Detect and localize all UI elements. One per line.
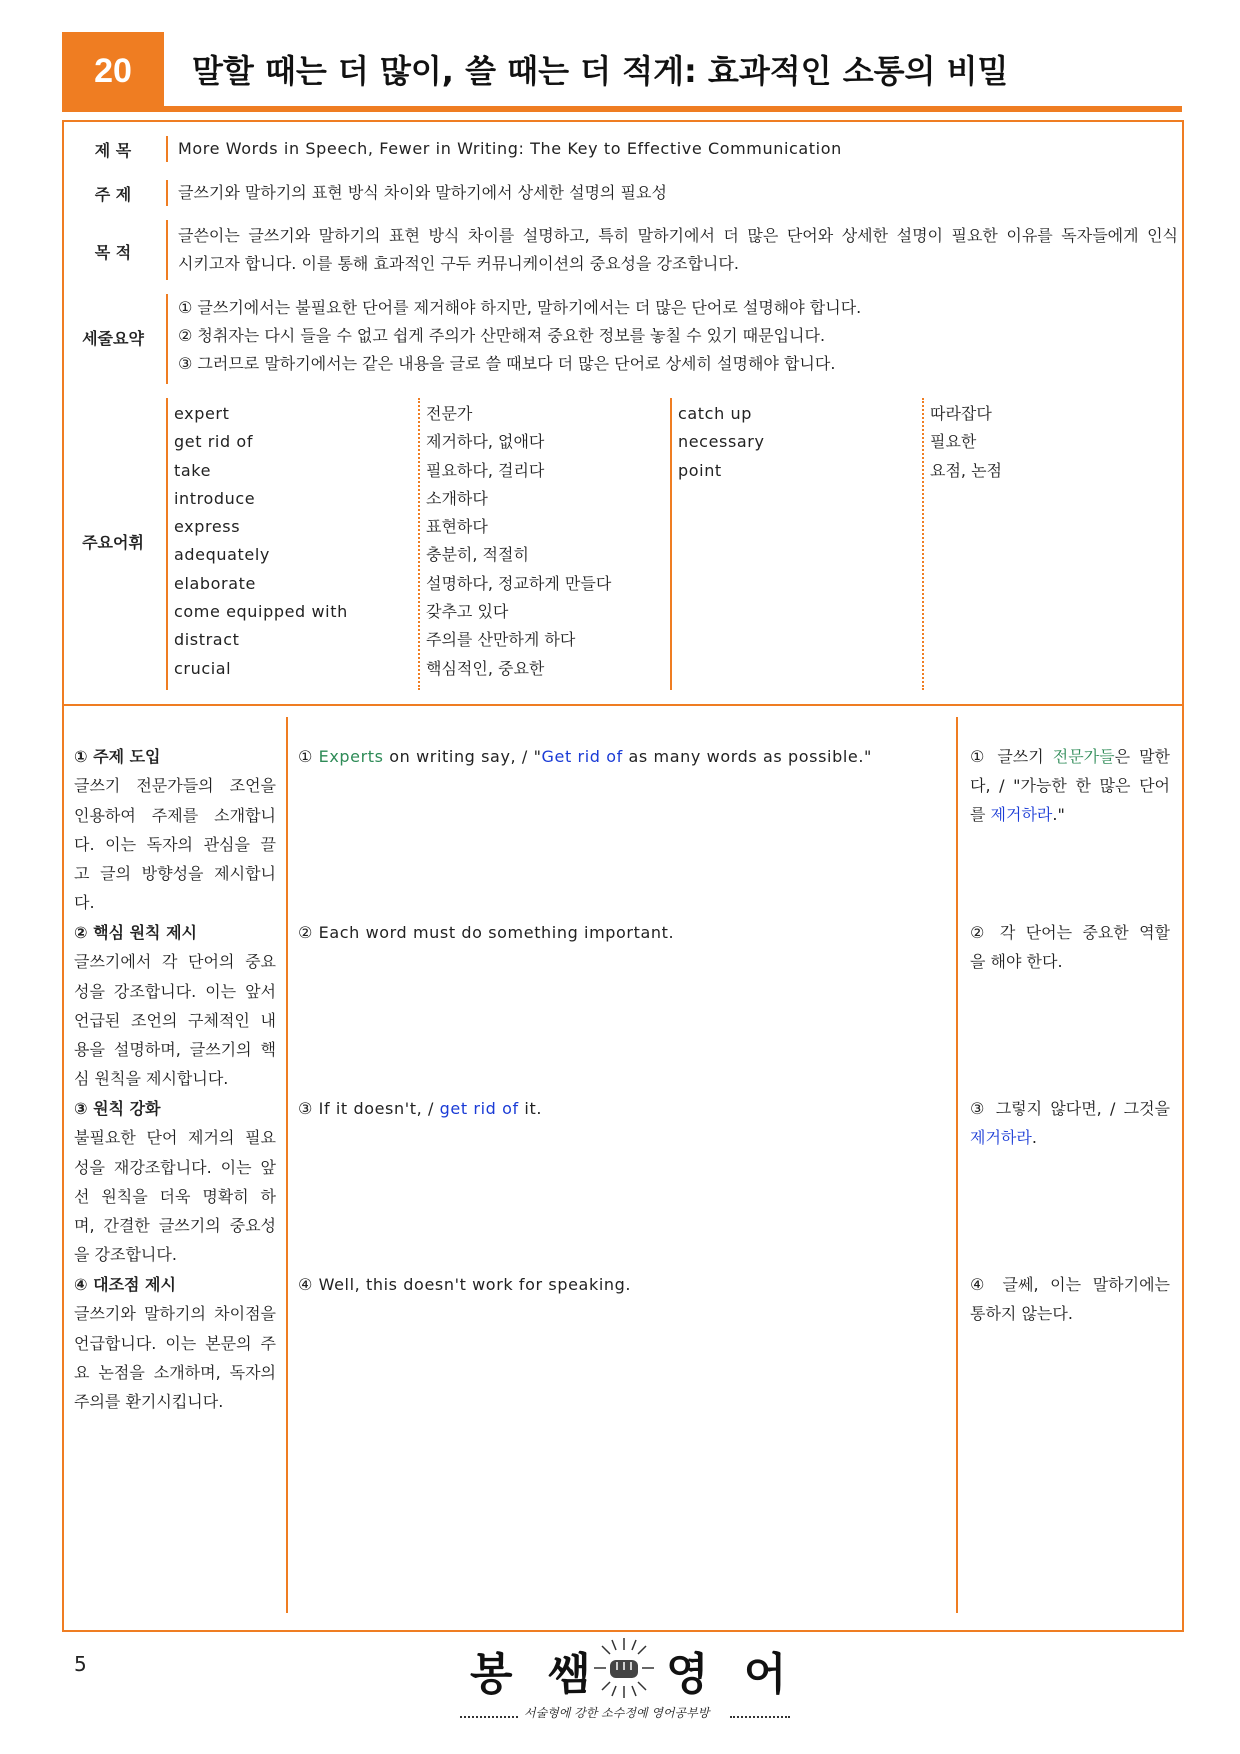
analysis-line: 언급된 조언의 구체적인 내 — [74, 1010, 276, 1030]
vocab-word: come equipped with — [174, 602, 348, 622]
vocab-meaning: 제거하다, 없애다 — [426, 432, 545, 452]
vocab-column-separator — [670, 398, 672, 690]
vocab-label: 주요어휘 — [82, 533, 144, 552]
page-number: 5 — [74, 1652, 87, 1676]
vocab-meaning: 필요한 — [930, 432, 977, 452]
vocab-word: catch up — [678, 404, 752, 423]
keyword-blue: 제거하라 — [970, 1128, 1032, 1147]
korean-translation — [970, 918, 1170, 976]
sentence-text: on writing say, / " — [383, 747, 542, 766]
translation-text: 은 말한 — [1114, 747, 1170, 766]
sentence-analysis-box — [62, 702, 1184, 1632]
vocab-meaning: 요점, 논점 — [930, 460, 1002, 480]
analysis-line: 글쓰기에서 각 단어의 중요 — [74, 952, 276, 972]
label-separator — [166, 294, 168, 384]
column-divider — [286, 717, 288, 1613]
vocab-word: distract — [174, 630, 240, 650]
translation-text: ." — [1052, 805, 1065, 824]
analysis-line: 다. — [74, 893, 95, 913]
analysis-block — [74, 742, 276, 918]
analysis-line: 용을 설명하며, 글쓰기의 핵 — [74, 1040, 276, 1060]
vocab-dotted-separator — [922, 398, 924, 690]
translation-line: ② 각 단어는 중요한 역할 — [970, 923, 1170, 942]
translation-text: ① 글쓰기 — [970, 747, 1053, 766]
vocab-word: take — [174, 460, 212, 480]
korean-translation — [970, 1270, 1170, 1328]
analysis-line: 인용하여 주제를 소개합니 — [74, 805, 276, 825]
keyword-blue: Get rid of — [541, 747, 623, 766]
lesson-number-badge: 20 — [62, 32, 164, 110]
topic-text: 글쓰기와 말하기의 표현 방식 차이와 말하기에서 상세한 설명의 필요성 — [178, 183, 667, 202]
fist-burst-icon — [592, 1636, 656, 1704]
analysis-line: 글쓰기와 말하기의 차이점을 — [74, 1304, 276, 1324]
vocab-word: get rid of — [174, 432, 254, 452]
tagline-text: 서술형에 강한 소수정예 영어공부방 — [524, 1706, 710, 1720]
analysis-line: 요 논점을 소개하며, 독자의 — [74, 1362, 276, 1382]
vocab-word: point — [678, 460, 722, 480]
analysis-line: 고 글의 방향성을 제시합니 — [74, 864, 276, 884]
page-title: 말할 때는 더 많이, 쓸 때는 더 적게: 효과적인 소통의 비밀 — [192, 52, 1009, 90]
sentence-text: as many words as possible." — [622, 747, 872, 766]
label-separator — [166, 398, 168, 690]
vocab-meaning: 필요하다, 걸리다 — [426, 460, 545, 480]
analysis-block — [74, 1270, 276, 1416]
brand-name-left: 봉 쌤 — [470, 1649, 601, 1700]
analysis-line: 심 원칙을 제시합니다. — [74, 1069, 229, 1089]
label-separator — [166, 220, 168, 280]
brand-tagline — [460, 1700, 790, 1730]
summary-label: 세줄요약 — [82, 329, 144, 348]
translation-line — [970, 742, 1170, 771]
title-label: 제 목 — [94, 141, 132, 160]
analysis-line: 주의를 환기시킵니다. — [74, 1392, 224, 1412]
analysis-heading: ③ 원칙 강화 — [74, 1099, 161, 1118]
keyword-blue: 제거하라 — [990, 805, 1053, 824]
vocab-word: necessary — [678, 432, 765, 452]
korean-translation — [970, 742, 1170, 829]
vocab-word: crucial — [174, 658, 232, 678]
english-title: More Words in Speech, Fewer in Writing: The Key to Effective Communication — [178, 139, 842, 158]
analysis-line: 며, 간결한 글쓰기의 중요성 — [74, 1216, 276, 1236]
analysis-line: 선 원칙을 더욱 명확히 하 — [74, 1186, 276, 1206]
vocab-word: adequately — [174, 545, 270, 565]
analysis-line: 성을 강조합니다. 이는 앞서 — [74, 981, 276, 1001]
summary-line: ① 글쓰기에서는 불필요한 단어를 제거해야 하지만, 말하기에서는 더 많은 단어로 설명해야 합니다. — [178, 298, 862, 317]
translation-text: . — [1031, 1128, 1037, 1147]
label-separator — [166, 136, 168, 162]
vocab-meaning: 소개하다 — [426, 488, 488, 508]
sentence-number: ① — [298, 747, 313, 766]
vocab-word: elaborate — [174, 573, 256, 593]
vocab-meaning: 충분히, 적절히 — [426, 545, 529, 565]
summary-line: ③ 그러므로 말하기에서는 같은 내용을 글로 쓸 때보다 더 많은 단어로 상세히 설명해야 합니다. — [178, 354, 836, 373]
summary-line: ② 청취자는 다시 들을 수 없고 쉽게 주의가 산만해져 중요한 정보를 놓칠 수 있기 때문입니다. — [178, 326, 826, 345]
translation-line: 다, / "가능한 한 많은 단어 — [970, 776, 1170, 795]
vocab-word: express — [174, 517, 241, 537]
vocab-english-column-1 — [174, 400, 348, 683]
keyword-green: Experts — [318, 747, 384, 766]
analysis-block — [74, 1094, 276, 1270]
keyword-green: 전문가들 — [1052, 747, 1115, 766]
english-sentence — [298, 1094, 928, 1123]
translation-line — [970, 1123, 1170, 1152]
english-sentence: ④ Well, this doesn't work for speaking. — [298, 1275, 632, 1294]
translation-line — [970, 800, 1170, 829]
vocab-meaning: 갖추고 있다 — [426, 602, 509, 622]
purpose-text — [178, 222, 1178, 278]
purpose-label: 목 적 — [94, 243, 132, 262]
vocab-word: introduce — [174, 488, 256, 508]
three-line-summary — [178, 294, 861, 378]
translation-line: 통하지 않는다. — [970, 1304, 1073, 1323]
summary-info-box — [62, 120, 1184, 706]
analysis-heading: ① 주제 도입 — [74, 747, 161, 766]
analysis-line: 언급합니다. 이는 본문의 주 — [74, 1333, 276, 1353]
translation-text: 를 — [970, 805, 991, 824]
sentence-text: ③ If it doesn't, / — [298, 1099, 440, 1118]
vocab-korean-column-2 — [930, 400, 1002, 485]
vocab-meaning: 주의를 산만하게 하다 — [426, 630, 576, 650]
analysis-line: 성을 재강조합니다. 이는 앞 — [74, 1157, 276, 1177]
topic-label: 주 제 — [94, 185, 132, 204]
dotted-rule — [460, 1716, 518, 1718]
column-divider — [956, 717, 958, 1613]
english-sentence — [298, 742, 928, 771]
vocab-dotted-separator — [418, 398, 420, 690]
vocab-english-column-2 — [678, 400, 765, 485]
analysis-heading: ④ 대조점 제시 — [74, 1275, 176, 1294]
purpose-line: 시키고자 합니다. 이를 통해 효과적인 구두 커뮤니케이션의 중요성을 강조합니다. — [178, 254, 739, 273]
analysis-block — [74, 918, 276, 1094]
header-divider — [62, 106, 1182, 112]
translation-line: 을 해야 한다. — [970, 952, 1063, 971]
vocab-meaning: 핵심적인, 중요한 — [426, 658, 545, 678]
keyword-blue: get rid of — [439, 1099, 519, 1118]
english-sentence: ② Each word must do something important. — [298, 923, 675, 942]
vocab-meaning: 표현하다 — [426, 517, 488, 537]
vocab-korean-column-1 — [426, 400, 611, 683]
vocab-meaning: 전문가 — [426, 404, 473, 423]
vocab-meaning: 따라잡다 — [930, 404, 992, 423]
analysis-line: 을 강조합니다. — [74, 1245, 177, 1265]
vocab-word: expert — [174, 404, 230, 423]
purpose-line: 글쓴이는 글쓰기와 말하기의 표현 방식 차이를 설명하고, 특히 말하기에서 더 많은 단어와 상세한 설명이 필요한 이유를 독자들에게 인식 — [178, 226, 1178, 245]
korean-translation — [970, 1094, 1170, 1152]
analysis-line: 다. 이는 독자의 관심을 끌 — [74, 834, 276, 854]
label-separator — [166, 180, 168, 206]
vocab-meaning: 설명하다, 정교하게 만들다 — [426, 573, 612, 593]
analysis-line: 글쓰기 전문가들의 조언을 — [74, 776, 276, 796]
translation-line: ④ 글쎄, 이는 말하기에는 — [970, 1275, 1170, 1294]
page-header — [62, 32, 1182, 112]
translation-line: ③ 그렇지 않다면, / 그것을 — [970, 1099, 1170, 1118]
analysis-line: 불필요한 단어 제거의 필요 — [74, 1128, 276, 1148]
sentence-text: it. — [518, 1099, 543, 1118]
dotted-rule — [730, 1716, 790, 1718]
brand-name-right: 영 어 — [666, 1649, 797, 1700]
analysis-heading: ② 핵심 원칙 제시 — [74, 923, 197, 942]
brand-logo — [470, 1636, 797, 1706]
